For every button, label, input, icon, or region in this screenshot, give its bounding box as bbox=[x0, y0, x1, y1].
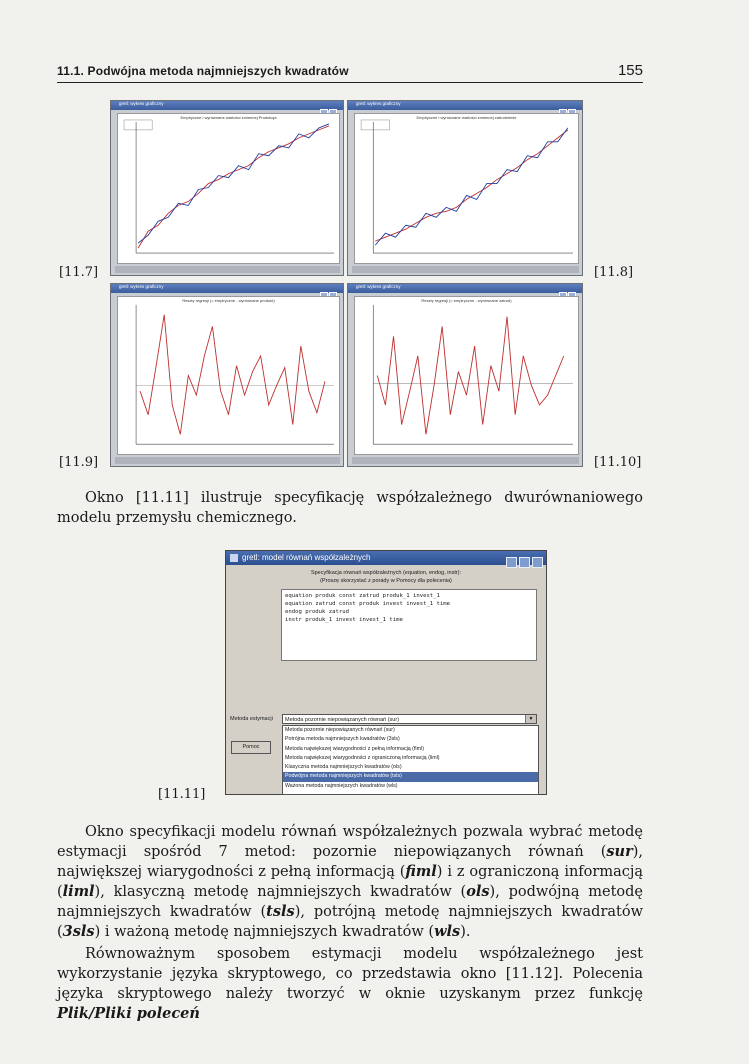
abbr: ols bbox=[466, 883, 490, 900]
method-option[interactable]: Ważona metoda najmniejszych kwadratów (wls) bbox=[285, 782, 398, 789]
text: ), największej wiarygodności z pełną informacją ( bbox=[57, 844, 643, 880]
figure-11-7 bbox=[110, 100, 344, 276]
code-line: equation zatrud const produk invest invest_1 time bbox=[285, 601, 451, 607]
instruction-line: (Proszę skorzystać z porady w Pomocy dla polecenia) bbox=[320, 578, 452, 584]
help-label: Pomoc bbox=[242, 744, 260, 750]
text: ). bbox=[460, 924, 471, 940]
window-titlebar bbox=[348, 101, 582, 110]
equations-textarea[interactable] bbox=[281, 589, 537, 661]
plot-title: Empiryczne i wyrównane wartości zmiennej zatrudnienie bbox=[416, 115, 517, 120]
maximize-icon[interactable] bbox=[519, 557, 530, 568]
figure-11-9 bbox=[110, 283, 344, 467]
help-button[interactable] bbox=[231, 741, 271, 754]
plot-title: Empiryczne i wyrównane wartości zmiennej Produkcja bbox=[180, 115, 277, 120]
abbr: fiml bbox=[405, 863, 437, 880]
instruction-line: Specyfikacja równań współzależnych (equation, endog, instr): bbox=[310, 570, 462, 576]
status-bar bbox=[115, 457, 340, 464]
method-label: Metoda estymacji bbox=[230, 716, 273, 722]
window-titlebar bbox=[111, 101, 343, 110]
method-options-list bbox=[282, 725, 539, 795]
running-header bbox=[57, 60, 643, 80]
plot-title: Reszty regresji (= empiryczne - wyrównane zatrud) bbox=[421, 298, 512, 303]
text: Okno specyfikacji modelu równań współzależnych pozwala wybrać metodę estymacji spośród 7 metod: pozornie niepowiązanych równań ( bbox=[57, 824, 643, 860]
figure-label: [11.10] bbox=[594, 455, 642, 470]
abbr: tsls bbox=[266, 903, 295, 920]
paragraph-intro: Okno [11.11] ilustruje specyfikację współzależnego dwurównaniowego modelu przemysłu chemicznego. bbox=[57, 490, 643, 526]
plot-area bbox=[354, 113, 579, 264]
gretl-icon bbox=[230, 554, 238, 562]
figure-label: [11.7] bbox=[59, 265, 99, 280]
header-title: 11.1. Podwójna metoda najmniejszych kwadratów bbox=[57, 64, 349, 78]
code-line: instr produk_1 invest invest_1 time bbox=[285, 617, 403, 623]
figure-11-8 bbox=[347, 100, 583, 276]
text: ), podwójną metodę najmniejszych kwadratów ( bbox=[57, 884, 643, 920]
figure-label: [11.8] bbox=[594, 265, 634, 280]
menu-path: Plik/Pliki poleceń bbox=[57, 1005, 200, 1022]
status-bar bbox=[352, 266, 579, 273]
text: ) i ważoną metodę najmniejszych kwadratów ( bbox=[94, 924, 435, 940]
abbr: liml bbox=[62, 883, 95, 900]
text: ) i z ograniczoną informacją ( bbox=[57, 864, 643, 900]
figure-label: [11.11] bbox=[158, 787, 206, 802]
header-rule bbox=[57, 82, 643, 83]
method-option[interactable]: Potrójna metoda najmniejszych kwadratów (3sls) bbox=[285, 736, 400, 743]
dialog-titlebar bbox=[226, 551, 546, 565]
residual-chart bbox=[355, 297, 578, 454]
status-bar bbox=[352, 457, 579, 464]
window-title: gretl: wykres graficzny bbox=[119, 284, 164, 289]
window-title: gretl: wykres graficzny bbox=[356, 284, 401, 289]
plot-area bbox=[117, 113, 340, 264]
page-number: 155 bbox=[617, 62, 643, 79]
paragraph-methods bbox=[57, 822, 643, 942]
abbr: sur bbox=[606, 843, 633, 860]
method-option[interactable]: Metoda największej wiarygodności z ograniczoną informacją (liml) bbox=[285, 754, 440, 761]
selected-method: Metoda pozornie niepowiązanych równań (sur) bbox=[285, 717, 400, 723]
fitted-chart bbox=[118, 114, 339, 263]
abbr: wls bbox=[434, 923, 461, 940]
abbr: 3sls bbox=[62, 923, 95, 940]
code-line: endog produk zatrud bbox=[285, 609, 349, 615]
code-line: equation produk const zatrud produk_1 invest_1 bbox=[285, 593, 440, 599]
figure-label: [11.9] bbox=[59, 455, 99, 470]
window-title: gretl: wykres graficzny bbox=[356, 101, 401, 106]
text: ), klasyczną metodę najmniejszych kwadratów ( bbox=[94, 884, 467, 900]
dialog-title: gretl: model równań współzależnych bbox=[242, 553, 371, 562]
method-option[interactable]: Metoda największej wiarygodności z pełną informacją (fiml) bbox=[285, 745, 424, 752]
plot-area bbox=[354, 296, 579, 455]
plot-area bbox=[117, 296, 340, 455]
window-titlebar bbox=[348, 284, 582, 293]
paragraph-script bbox=[57, 944, 643, 1024]
method-select[interactable] bbox=[282, 714, 537, 724]
close-icon[interactable] bbox=[532, 557, 543, 568]
window-titlebar bbox=[111, 284, 343, 293]
residual-chart bbox=[118, 297, 339, 454]
text: Równoważnym sposobem estymacji modelu współzależnego jest wykorzystanie języka skryptowego, co przedstawia okno [11.12]. Polecenia języka skryptowego należy tworzyć w oknie uzyskanym przez funkcję bbox=[57, 946, 643, 1002]
method-option[interactable]: Klasyczna metoda najmniejszych kwadratów (ols) bbox=[285, 764, 402, 771]
status-bar bbox=[115, 266, 340, 273]
plot-title: Reszty regresji (= empiryczne - wyrównane produkt) bbox=[182, 298, 275, 303]
minimize-icon[interactable] bbox=[506, 557, 517, 568]
text: ), potrójną metodę najmniejszych kwadratów ( bbox=[57, 904, 643, 940]
method-option[interactable]: Metoda pozornie niepowiązanych równań (sur) bbox=[285, 727, 395, 733]
dialog-instructions bbox=[226, 569, 546, 585]
chevron-down-icon[interactable]: ▼ bbox=[525, 715, 536, 723]
window-title: gretl: wykres graficzny bbox=[119, 101, 164, 106]
sem-dialog bbox=[225, 550, 547, 795]
method-option-highlighted[interactable]: Podwójna metoda najmniejszych kwadratów (tsls) bbox=[283, 772, 538, 781]
fitted-chart bbox=[355, 114, 578, 263]
figure-11-10 bbox=[347, 283, 583, 467]
